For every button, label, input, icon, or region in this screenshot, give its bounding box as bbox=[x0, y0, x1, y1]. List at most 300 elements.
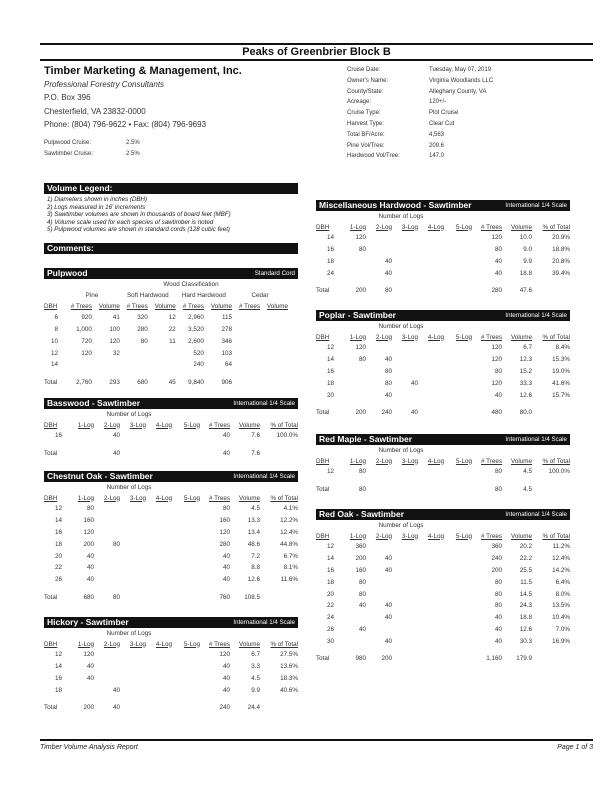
table-cell bbox=[172, 527, 200, 539]
table-cell: 16 bbox=[54, 432, 62, 440]
table-cell: 12.6 bbox=[519, 625, 532, 633]
info-label: County/State: bbox=[347, 88, 384, 95]
table-cell bbox=[232, 347, 260, 359]
total-cell bbox=[444, 478, 472, 493]
table-cell bbox=[94, 527, 120, 539]
table-cell bbox=[444, 565, 472, 577]
table-cell: 80 bbox=[494, 578, 502, 586]
table-cell: 30 bbox=[326, 637, 334, 645]
scale-label: International 1/4 Scale bbox=[505, 436, 567, 443]
table-cell: 8.8 bbox=[251, 564, 260, 572]
table-cell bbox=[260, 335, 288, 347]
table-cell bbox=[146, 515, 172, 527]
table-cell: 115 bbox=[222, 314, 233, 322]
column-header: # Trees bbox=[238, 303, 260, 311]
total-cell: 4.5 bbox=[523, 485, 532, 493]
total-cell: 240 bbox=[381, 408, 392, 416]
info-label: Harvest Type: bbox=[347, 120, 384, 127]
table-cell bbox=[172, 574, 200, 586]
total-cell bbox=[392, 478, 418, 493]
section-header bbox=[316, 200, 570, 211]
total-cell: 45 bbox=[168, 378, 176, 386]
table-row bbox=[316, 256, 570, 268]
table-cell: 26 bbox=[54, 576, 62, 584]
total-cell: 2,760 bbox=[76, 378, 92, 386]
column-header: DBH bbox=[316, 333, 330, 341]
total-cell bbox=[260, 442, 298, 457]
column-header: # Trees bbox=[182, 303, 204, 311]
table-cell: 10.0 bbox=[519, 234, 532, 242]
table-cell bbox=[340, 256, 366, 268]
table-cell bbox=[444, 553, 472, 565]
number-of-logs-label: Number of Logs bbox=[378, 213, 424, 220]
column-header: DBH bbox=[316, 457, 330, 465]
total-cell bbox=[532, 279, 570, 294]
section-title: Chestnut Oak - Sawtimber bbox=[47, 471, 153, 481]
table-cell: 20.9% bbox=[552, 234, 570, 242]
table-cell: 40 bbox=[222, 686, 230, 694]
total-cell bbox=[444, 401, 472, 416]
info-value: 120+/- bbox=[429, 99, 447, 106]
total-row bbox=[316, 647, 570, 662]
table-row bbox=[44, 312, 288, 324]
total-cell bbox=[392, 279, 418, 294]
table-cell: 22.2 bbox=[519, 555, 532, 563]
table-cell: 200 bbox=[491, 566, 502, 574]
total-row bbox=[44, 696, 298, 711]
table-cell bbox=[444, 624, 472, 636]
total-cell bbox=[68, 442, 94, 457]
column-header: DBH bbox=[44, 640, 58, 648]
table-cell: 14.5 bbox=[519, 590, 532, 598]
footer-page-number: Page 1 of 3 bbox=[557, 744, 593, 751]
table-cell: 240 bbox=[491, 555, 502, 563]
table-cell: 15.2 bbox=[519, 367, 532, 375]
header-row bbox=[44, 639, 298, 649]
table-cell bbox=[444, 244, 472, 256]
total-row bbox=[44, 442, 298, 457]
info-value: Tuesday, May 07, 2019 bbox=[429, 67, 492, 73]
table-cell: 12.4% bbox=[280, 528, 298, 536]
table-row bbox=[44, 503, 298, 515]
column-header: 2-Log bbox=[103, 421, 120, 429]
table-row bbox=[316, 565, 570, 577]
table-cell: 40 bbox=[494, 391, 502, 399]
sawtimber-table bbox=[44, 420, 298, 457]
total-cell: 24.4 bbox=[247, 704, 260, 712]
table-cell: 160 bbox=[355, 566, 366, 574]
table-cell: 10.4% bbox=[552, 614, 570, 622]
table-cell bbox=[92, 359, 120, 371]
column-header: DBH bbox=[44, 303, 58, 311]
table-cell bbox=[172, 661, 200, 673]
table-cell: 120 bbox=[491, 379, 502, 387]
table-row bbox=[44, 359, 288, 371]
pulpwood-title: Pulpwood bbox=[47, 268, 88, 278]
total-cell: 80 bbox=[112, 593, 120, 601]
column-header: % of Total bbox=[270, 494, 298, 502]
table-cell: 44.8% bbox=[280, 540, 298, 548]
table-cell: 80 bbox=[494, 602, 502, 610]
table-cell: 2,960 bbox=[188, 314, 204, 322]
table-cell bbox=[418, 541, 444, 553]
header-row bbox=[316, 222, 570, 232]
table-cell bbox=[146, 684, 172, 696]
red-maple-section bbox=[316, 434, 570, 493]
table-cell bbox=[340, 377, 366, 389]
table-cell: 120 bbox=[81, 349, 92, 357]
total-cell: Total bbox=[44, 593, 58, 601]
table-cell bbox=[172, 515, 200, 527]
table-cell bbox=[94, 661, 120, 673]
total-cell bbox=[418, 401, 444, 416]
table-cell: 7.0% bbox=[555, 625, 570, 633]
table-cell bbox=[94, 649, 120, 661]
column-header: 2-Log bbox=[375, 532, 392, 540]
total-cell: 40 bbox=[222, 449, 230, 457]
table-cell bbox=[340, 612, 366, 624]
table-cell bbox=[148, 347, 176, 359]
table-cell: 80 bbox=[358, 356, 366, 364]
column-header: 5-Log bbox=[455, 457, 472, 465]
table-cell bbox=[392, 612, 418, 624]
total-cell: 480 bbox=[491, 408, 502, 416]
header-row bbox=[316, 456, 570, 466]
column-header: # Trees bbox=[481, 223, 502, 231]
table-cell bbox=[444, 576, 472, 588]
table-cell bbox=[148, 359, 176, 371]
cruise-info bbox=[347, 65, 587, 162]
table-cell: 48.6 bbox=[247, 540, 260, 548]
total-cell: 9,840 bbox=[188, 378, 204, 386]
info-row bbox=[347, 65, 587, 76]
column-header: DBH bbox=[316, 532, 330, 540]
table-cell: 12 bbox=[54, 651, 62, 659]
table-cell: 9.9 bbox=[523, 257, 532, 265]
table-cell bbox=[392, 354, 418, 366]
table-cell bbox=[444, 377, 472, 389]
footer-report-name: Timber Volume Analysis Report bbox=[40, 744, 138, 751]
table-cell: 160 bbox=[83, 517, 94, 525]
table-cell bbox=[94, 574, 120, 586]
cruise-rates bbox=[44, 138, 140, 160]
table-cell: 16 bbox=[54, 528, 62, 536]
table-cell: 40 bbox=[384, 356, 392, 364]
table-row bbox=[316, 466, 570, 478]
table-cell: 3,520 bbox=[188, 325, 204, 333]
table-cell bbox=[146, 562, 172, 574]
table-cell: 80 bbox=[494, 367, 502, 375]
table-cell bbox=[366, 466, 392, 478]
table-cell: 80 bbox=[358, 246, 366, 254]
table-row bbox=[44, 538, 298, 550]
table-cell: 6.7 bbox=[523, 344, 532, 352]
table-cell bbox=[418, 377, 444, 389]
table-cell: 41.6% bbox=[552, 379, 570, 387]
table-cell: 24 bbox=[326, 614, 334, 622]
table-cell: 920 bbox=[81, 314, 92, 322]
section-header bbox=[316, 310, 570, 321]
table-cell bbox=[366, 232, 392, 244]
column-header: 3-Log bbox=[401, 532, 418, 540]
table-cell bbox=[146, 574, 172, 586]
table-cell bbox=[120, 649, 146, 661]
column-header: 4-Log bbox=[155, 421, 172, 429]
table-cell: 40 bbox=[494, 257, 502, 265]
table-row bbox=[44, 684, 298, 696]
table-cell: 14 bbox=[54, 663, 62, 671]
basswood-section bbox=[44, 398, 298, 457]
total-cell: Total bbox=[316, 655, 330, 663]
table-cell: 40 bbox=[86, 663, 94, 671]
table-cell: 13.3 bbox=[247, 517, 260, 525]
table-cell bbox=[444, 600, 472, 612]
table-cell bbox=[444, 232, 472, 244]
column-header: 3-Log bbox=[401, 223, 418, 231]
table-row bbox=[44, 335, 288, 347]
table-cell: 4.1% bbox=[283, 505, 298, 513]
sawtimber-cruise-label: Sawtimber Cruise: bbox=[44, 150, 94, 157]
total-cell bbox=[444, 647, 472, 662]
column-header: Volume bbox=[238, 421, 260, 429]
table-cell: 80 bbox=[494, 246, 502, 254]
table-cell bbox=[444, 267, 472, 279]
table-cell: 40 bbox=[86, 576, 94, 584]
table-cell: 13.6% bbox=[280, 663, 298, 671]
table-cell: 18.8 bbox=[519, 614, 532, 622]
column-header: 5-Log bbox=[455, 333, 472, 341]
legend-item: 3) Sawtimber volumes are shown in thousands of board feet (MBF) bbox=[47, 211, 231, 219]
table-cell bbox=[120, 684, 146, 696]
column-header: 3-Log bbox=[129, 421, 146, 429]
total-cell: Total bbox=[316, 408, 330, 416]
total-cell bbox=[444, 279, 472, 294]
column-header: 1-Log bbox=[77, 494, 94, 502]
table-cell: 120 bbox=[219, 528, 230, 536]
info-label: Total BF/Acre: bbox=[347, 131, 385, 138]
total-cell: 240 bbox=[219, 704, 230, 712]
table-cell: 200 bbox=[83, 540, 94, 548]
column-header: % of Total bbox=[542, 457, 570, 465]
table-cell: 346 bbox=[221, 337, 233, 345]
table-cell: 40 bbox=[494, 614, 502, 622]
table-row bbox=[44, 515, 298, 527]
table-cell bbox=[120, 661, 146, 673]
table-cell bbox=[392, 389, 418, 401]
column-header: 4-Log bbox=[427, 223, 444, 231]
column-header: 1-Log bbox=[349, 333, 366, 341]
total-cell: 200 bbox=[355, 287, 366, 295]
table-cell bbox=[444, 342, 472, 354]
table-cell: 720 bbox=[81, 337, 92, 345]
table-cell bbox=[172, 430, 200, 442]
legend-item: 4) Volume scale used for each species of sawtimber is noted bbox=[47, 218, 214, 226]
table-cell: 14.2% bbox=[552, 566, 570, 574]
table-cell: 12 bbox=[326, 543, 334, 551]
table-cell: 1,000 bbox=[76, 325, 92, 333]
info-row bbox=[347, 141, 587, 152]
table-cell bbox=[340, 366, 366, 378]
table-cell bbox=[418, 612, 444, 624]
table-cell bbox=[232, 359, 260, 371]
info-label: Owner's Name: bbox=[347, 77, 389, 84]
section-title: Red Oak - Sawtimber bbox=[319, 509, 405, 519]
company-address1: P.O. Box 396 bbox=[44, 93, 91, 103]
column-header: 1-Log bbox=[349, 223, 366, 231]
legend-item: 1) Diameters shown in inches (DBH) bbox=[47, 196, 148, 203]
column-header: # Trees bbox=[209, 494, 230, 502]
total-cell: 80 bbox=[384, 287, 392, 295]
total-cell: 108.5 bbox=[244, 593, 260, 601]
table-cell bbox=[392, 553, 418, 565]
number-of-logs-label: Number of Logs bbox=[106, 484, 152, 491]
column-header: # Trees bbox=[209, 421, 230, 429]
table-cell: 120 bbox=[109, 337, 120, 345]
table-cell: 120 bbox=[491, 234, 502, 242]
table-cell bbox=[366, 576, 392, 588]
table-cell: 40 bbox=[384, 637, 392, 645]
table-cell: 12.4% bbox=[552, 555, 570, 563]
column-header: Volume bbox=[211, 303, 233, 311]
table-cell bbox=[418, 588, 444, 600]
table-cell: 20 bbox=[54, 552, 62, 560]
header-row bbox=[44, 493, 298, 503]
pulpwood-cruise-value: 2.5% bbox=[126, 140, 140, 146]
table-cell bbox=[172, 649, 200, 661]
table-row bbox=[316, 600, 570, 612]
table-cell: 80 bbox=[384, 367, 392, 375]
sawtimber-table bbox=[316, 222, 570, 294]
table-cell: 14 bbox=[326, 356, 334, 364]
section-title: Poplar - Sawtimber bbox=[319, 310, 396, 320]
table-cell bbox=[366, 541, 392, 553]
table-cell: 80 bbox=[358, 578, 366, 586]
table-cell: 11.5 bbox=[520, 578, 532, 586]
total-cell: 80 bbox=[494, 485, 502, 493]
number-of-logs-label: Number of Logs bbox=[378, 323, 424, 330]
table-cell bbox=[392, 576, 418, 588]
table-row bbox=[316, 342, 570, 354]
group-header: Pine bbox=[85, 292, 99, 300]
total-cell bbox=[418, 647, 444, 662]
total-cell bbox=[532, 647, 570, 662]
table-row bbox=[316, 624, 570, 636]
table-cell: 2,600 bbox=[188, 337, 204, 345]
column-header: 1-Log bbox=[77, 421, 94, 429]
table-cell: 8.1% bbox=[283, 564, 298, 572]
total-cell bbox=[260, 586, 298, 601]
column-header: Volume bbox=[266, 303, 288, 311]
column-header: % of Total bbox=[542, 333, 570, 341]
table-row bbox=[316, 354, 570, 366]
total-cell bbox=[418, 478, 444, 493]
company-block bbox=[44, 64, 304, 131]
table-cell: 80 bbox=[86, 505, 94, 513]
pulpwood-cruise-row bbox=[44, 138, 140, 149]
header-row bbox=[44, 420, 298, 430]
scale-label: International 1/4 Scale bbox=[505, 202, 567, 209]
column-header: 2-Log bbox=[103, 640, 120, 648]
column-header: # Trees bbox=[209, 640, 230, 648]
total-row bbox=[44, 371, 288, 386]
column-header: 4-Log bbox=[155, 640, 172, 648]
table-cell: 40 bbox=[384, 257, 392, 265]
footer-rule bbox=[40, 739, 593, 741]
total-cell: Total bbox=[44, 378, 58, 386]
table-cell: 6.7 bbox=[251, 651, 260, 659]
table-cell: 9.9 bbox=[251, 686, 260, 694]
table-cell bbox=[120, 515, 146, 527]
table-cell bbox=[120, 430, 146, 442]
table-cell: 16 bbox=[54, 674, 62, 682]
total-cell: 200 bbox=[355, 408, 366, 416]
table-cell bbox=[260, 347, 288, 359]
table-cell bbox=[392, 466, 418, 478]
table-cell bbox=[172, 503, 200, 515]
table-cell: 22 bbox=[168, 325, 176, 333]
table-row bbox=[316, 588, 570, 600]
table-cell bbox=[94, 673, 120, 685]
table-cell: 80 bbox=[358, 590, 366, 598]
table-cell bbox=[340, 635, 366, 647]
table-cell bbox=[94, 550, 120, 562]
column-header: Volume bbox=[238, 640, 260, 648]
section-header bbox=[44, 398, 298, 409]
total-cell bbox=[418, 279, 444, 294]
table-cell: 40.6% bbox=[280, 686, 298, 694]
table-cell: 360 bbox=[491, 543, 502, 551]
column-header: # Trees bbox=[126, 303, 148, 311]
table-cell: 13.4 bbox=[247, 528, 260, 536]
table-cell: 120 bbox=[219, 651, 230, 659]
hickory-section bbox=[44, 617, 298, 711]
wood-classification-label: Wood Classification bbox=[163, 281, 219, 288]
table-cell bbox=[172, 684, 200, 696]
table-cell: 40 bbox=[86, 674, 94, 682]
section-header bbox=[44, 471, 298, 482]
legend-item: 2) Logs measured in 16' increments bbox=[47, 203, 146, 211]
table-cell: 15.7% bbox=[552, 391, 570, 399]
table-cell: 6.4% bbox=[555, 578, 570, 586]
total-cell: 293 bbox=[109, 378, 120, 386]
total-cell: 760 bbox=[219, 593, 230, 601]
table-cell bbox=[340, 267, 366, 279]
table-cell: 100.0% bbox=[548, 468, 570, 476]
table-cell: 120 bbox=[355, 234, 366, 242]
total-cell bbox=[146, 696, 172, 711]
table-cell: 80 bbox=[140, 337, 148, 345]
table-cell: 12.2% bbox=[280, 517, 298, 525]
table-row bbox=[44, 649, 298, 661]
table-cell: 40 bbox=[222, 576, 230, 584]
table-row bbox=[44, 430, 298, 442]
table-cell bbox=[392, 342, 418, 354]
header-row bbox=[44, 302, 288, 312]
table-cell: 12 bbox=[326, 344, 334, 352]
info-row bbox=[347, 108, 587, 119]
table-cell: 24 bbox=[326, 269, 334, 277]
table-cell bbox=[172, 550, 200, 562]
table-cell: 100 bbox=[109, 325, 120, 333]
total-cell: Total bbox=[44, 449, 58, 457]
column-header: 5-Log bbox=[455, 223, 472, 231]
table-cell bbox=[418, 389, 444, 401]
table-cell: 120 bbox=[491, 344, 502, 352]
volume-legend bbox=[44, 183, 298, 234]
table-cell bbox=[94, 562, 120, 574]
table-cell bbox=[444, 256, 472, 268]
column-header: DBH bbox=[44, 421, 58, 429]
